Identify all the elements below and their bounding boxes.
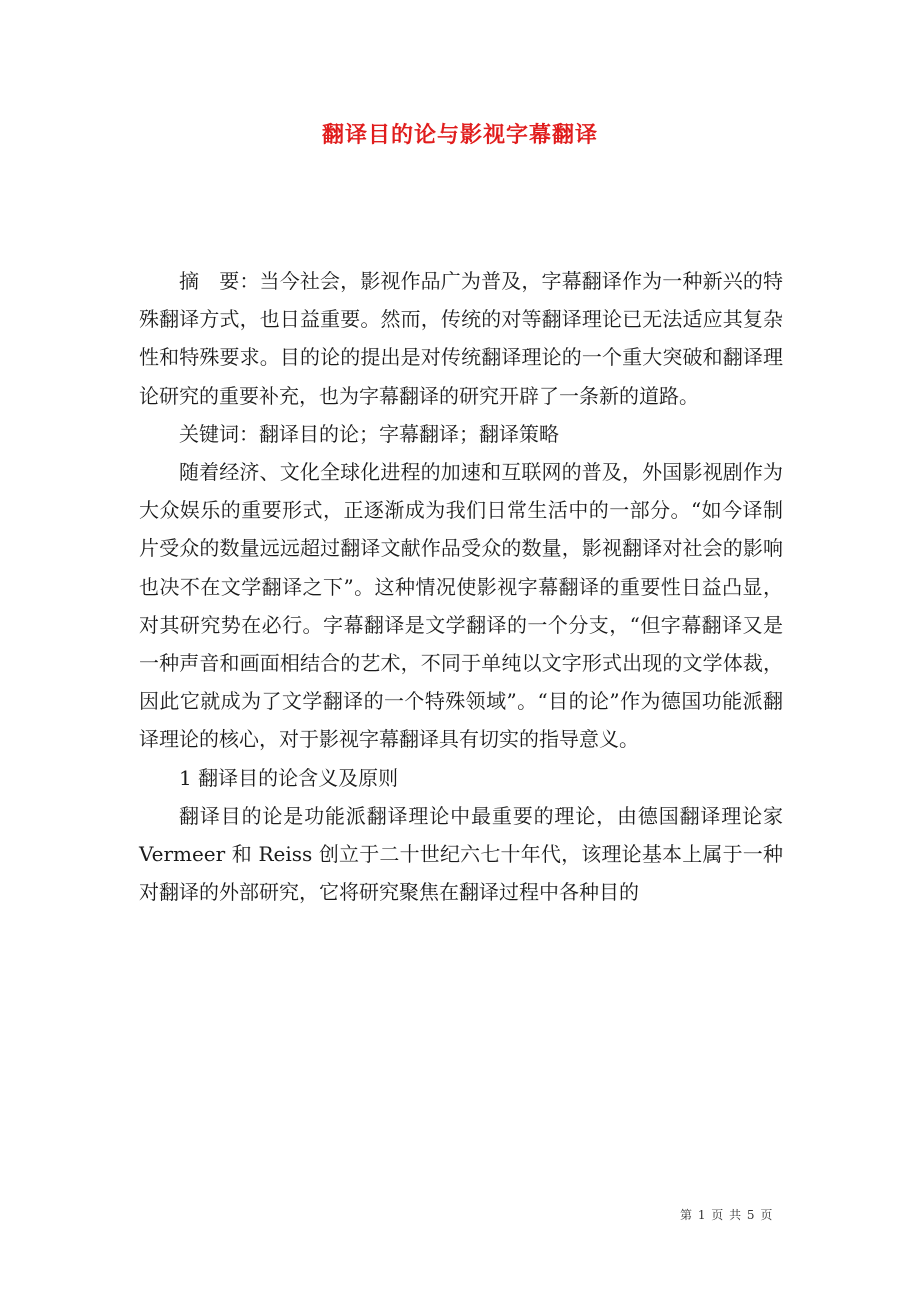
- section-heading: 1 翻译目的论含义及原则: [179, 765, 399, 790]
- page-number-footer: 第 1 页 共 5 页: [680, 1208, 774, 1222]
- document-body: [139, 262, 783, 911]
- document-title: 翻译目的论与影视字幕翻译: [321, 122, 598, 148]
- body-paragraph-1: 随着经济、文化全球化进程的加速和互联网的普及，外国影视剧作为大众娱乐的重要形式，正逐渐成为我们日常生活中的一部分。“如今译制片受众的数量远远超过翻译文献作品受众的数量，影视翻译对社会的影响也决不在文学翻译之下”。这种情况使影视字幕翻译的重要性日益凸显，对其研究势在必行。字幕翻译是文学翻译的一个分支，“但字幕翻译又是一种声音和画面相结合的艺术，不同于单纯以文字形式出现的文学体裁，因此它就成为了文学翻译的一个特殊领域”。“目的论”作为德国功能派翻译理论的核心，对于影视字幕翻译具有切实的指导意义。: [139, 460, 783, 752]
- abstract-paragraph: 摘 要：当今社会，影视作品广为普及，字幕翻译作为一种新兴的特殊翻译方式，也日益重要。然而，传统的对等翻译理论已无法适应其复杂性和特殊要求。目的论的提出是对传统翻译理论的一个重大突破和翻译理论研究的重要补充，也为字幕翻译的研究开辟了一条新的道路。: [139, 269, 783, 408]
- body-paragraph-2: 翻译目的论是功能派翻译理论中最重要的理论，由德国翻译理论家 Vermeer 和 Reiss 创立于二十世纪六七十年代，该理论基本上属于一种对翻译的外部研究，它将研究聚焦在翻译过程中各种目的: [139, 803, 783, 905]
- keywords-line: 关键词：翻译目的论；字幕翻译；翻译策略: [179, 421, 559, 446]
